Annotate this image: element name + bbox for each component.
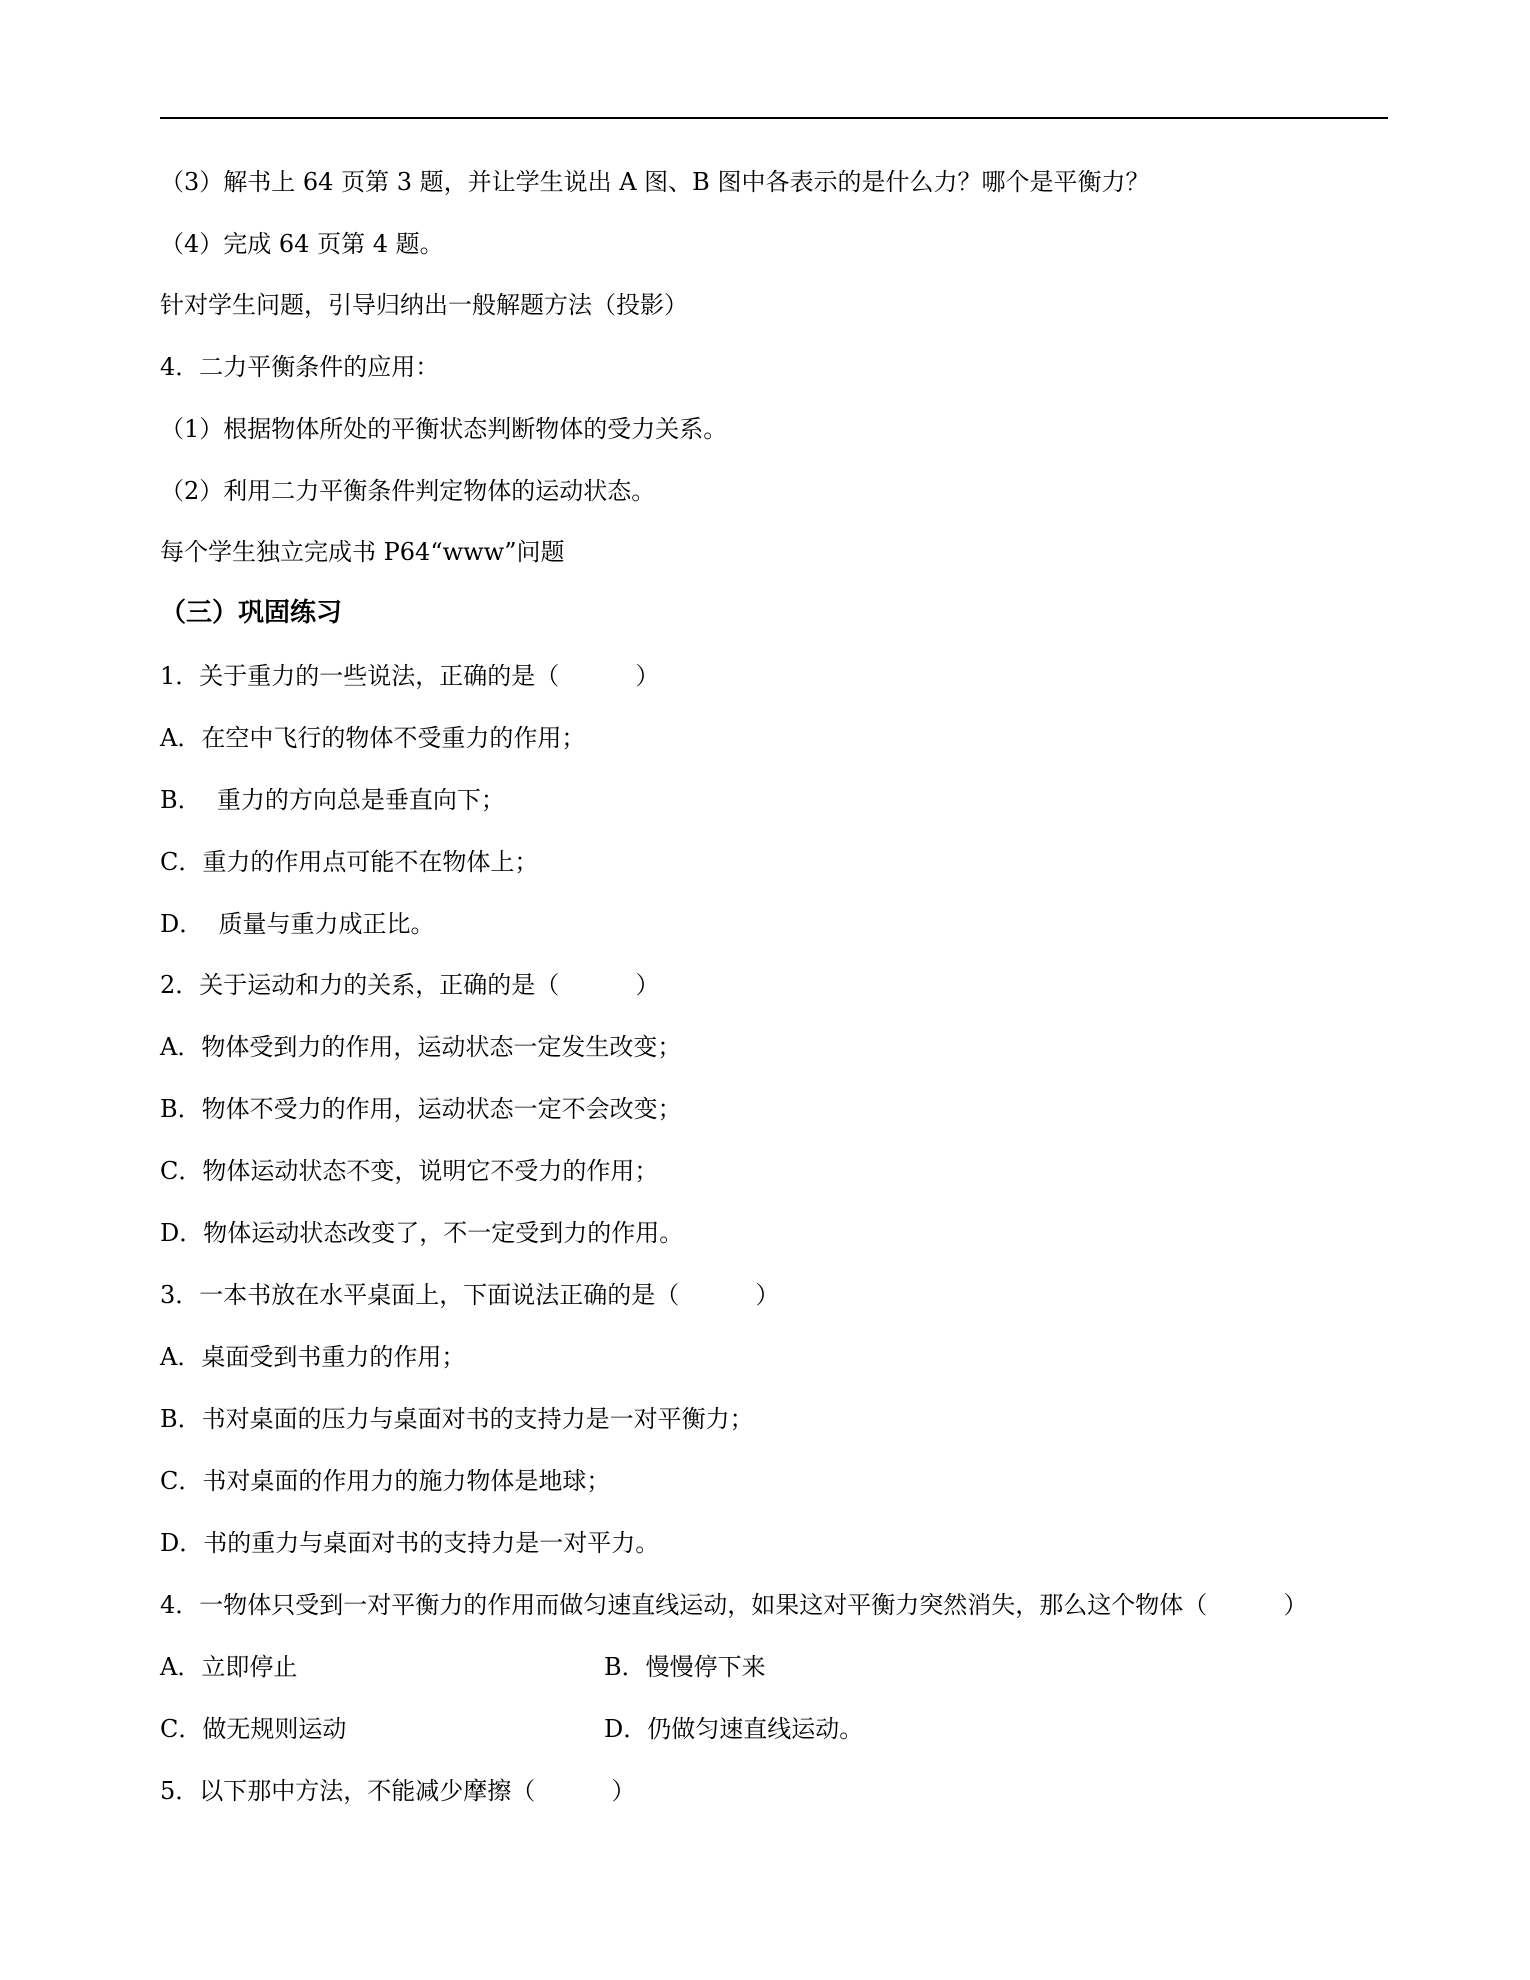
answer-option: C．书对桌面的作用力的施力物体是地球； <box>160 1467 611 1495</box>
answer-option: D．书的重力与桌面对书的支持力是一对平力。 <box>160 1529 660 1557</box>
text-line: （2）利用二力平衡条件判定物体的运动状态。 <box>160 477 656 505</box>
text-line: （1）根据物体所处的平衡状态判断物体的受力关系。 <box>160 415 728 443</box>
section-heading: （三）巩固练习 <box>160 598 343 628</box>
answer-option: C．做无规则运动 <box>160 1715 347 1743</box>
answer-option: B． 重力的方向总是垂直向下； <box>160 786 505 814</box>
answer-option: B．物体不受力的作用，运动状态一定不会改变； <box>160 1095 682 1123</box>
answer-option: D．仍做匀速直线运动。 <box>604 1715 864 1743</box>
question-stem: 5．以下那中方法，不能减少摩擦（ ） <box>160 1777 636 1805</box>
text-line: （4）完成 64 页第 4 题。 <box>160 230 444 258</box>
question-stem: 1．关于重力的一些说法，正确的是（ ） <box>160 662 660 690</box>
text-line: 每个学生独立完成书 P64“www”问题 <box>160 538 565 566</box>
header-rule <box>160 117 1388 119</box>
answer-option: B．慢慢停下来 <box>604 1653 766 1681</box>
answer-option: D．物体运动状态改变了，不一定受到力的作用。 <box>160 1219 684 1247</box>
answer-option: C．物体运动状态不变，说明它不受力的作用； <box>160 1157 659 1185</box>
question-stem: 3．一本书放在水平桌面上，下面说法正确的是（ ） <box>160 1281 780 1309</box>
question-stem: 2．关于运动和力的关系，正确的是（ ） <box>160 971 660 999</box>
answer-option: B．书对桌面的压力与桌面对书的支持力是一对平衡力； <box>160 1405 754 1433</box>
answer-option: A．物体受到力的作用，运动状态一定发生改变； <box>160 1033 682 1061</box>
answer-option: C．重力的作用点可能不在物体上； <box>160 848 539 876</box>
answer-option: D． 质量与重力成正比。 <box>160 910 435 938</box>
question-stem: 4．一物体只受到一对平衡力的作用而做匀速直线运动，如果这对平衡力突然消失，那么这个物体（ ） <box>160 1591 1308 1619</box>
answer-option: A．立即停止 <box>160 1653 298 1681</box>
text-line: （3）解书上 64 页第 3 题，并让学生说出 A 图、B 图中各表示的是什么力？哪个是平衡力？ <box>160 168 1150 196</box>
text-line: 针对学生问题，引导归纳出一般解题方法（投影） <box>160 291 688 319</box>
answer-option: A．在空中飞行的物体不受重力的作用； <box>160 724 586 752</box>
text-line: 4．二力平衡条件的应用： <box>160 353 440 381</box>
answer-option: A．桌面受到书重力的作用； <box>160 1343 466 1371</box>
